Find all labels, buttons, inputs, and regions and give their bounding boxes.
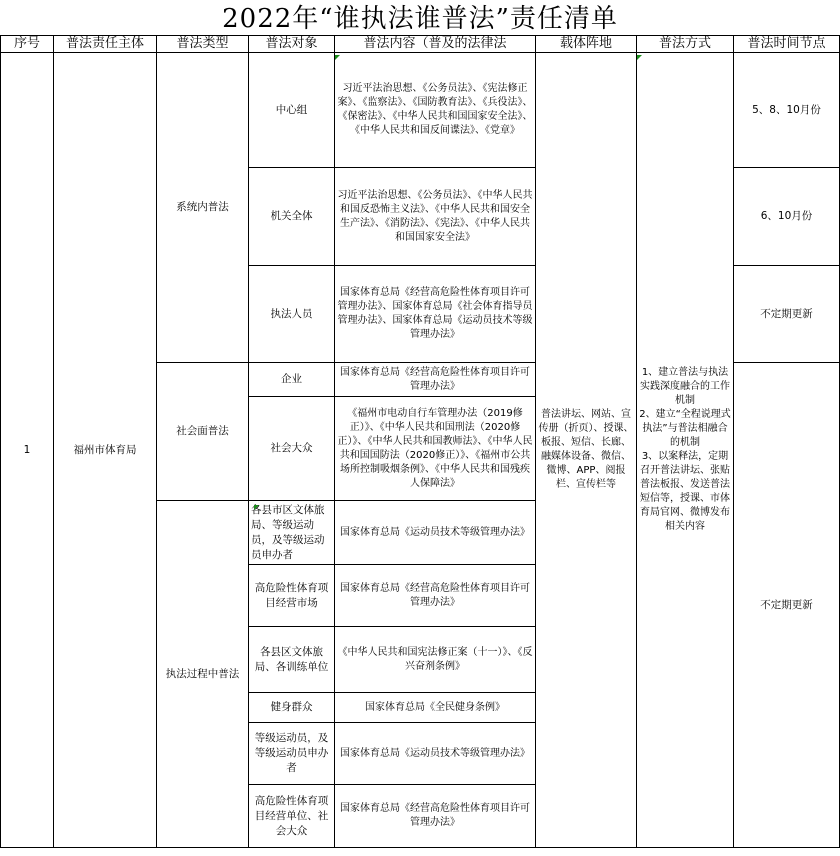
header-cell: 普法时间节点: [734, 36, 840, 53]
content-cell: 国家体育总局《运动员技术等级管理办法》: [335, 501, 536, 565]
content-cell: 国家体育总局《经营高危险性体育项目许可管理办法》: [335, 363, 536, 397]
header-cell: 普法责任主体: [54, 36, 157, 53]
header-cell: 普法对象: [249, 36, 335, 53]
cell-comment-marker: [335, 55, 340, 60]
header-cell: 普法类型: [157, 36, 249, 53]
type-system: 系统内普法: [157, 53, 249, 363]
header-cell: 普法方式: [637, 36, 734, 53]
time-cell: 不定期更新: [734, 266, 840, 363]
target-cell: 企业: [249, 363, 335, 397]
target-cell: 社会大众: [249, 397, 335, 501]
type-process: 执法过程中普法: [157, 501, 249, 848]
content-cell: 习近平法治思想、《公务员法》、《宪法修正案》、《监察法》、《国防教育法》、《兵役法》、《保密法》、《中华人民共和国国家安全法》、《中华人民共和国反间谍法》、《党章》: [335, 53, 536, 168]
header-cell: 载体阵地: [536, 36, 637, 53]
content-cell: 国家体育总局《经营高危险性体育项目许可管理办法》、国家体育总局《社会体育指导员管理办法》、国家体育总局《运动员技术等级管理办法》: [335, 266, 536, 363]
target-cell: 高危险性体育项目经营市场: [249, 565, 335, 627]
responsibility-table: [0, 35, 840, 848]
carrier-cell: 普法讲坛、网站、宣传册（折页）、授课、板报、短信、长廊、融媒体设备、微信、微博、APP、阅报栏、宣传栏等: [536, 53, 637, 848]
row-number: 1: [1, 53, 54, 848]
time-cell: 5、8、10月份: [734, 53, 840, 168]
content-cell: 国家体育总局《经营高危险性体育项目许可管理办法》: [335, 785, 536, 848]
method-cell: 1、建立普法与执法实践深度融合的工作机制 2、建立“全程说理式执法”与普法相融合的机制 3、以案释法，定期召开普法讲坛、张贴普法板报、发送普法短信等，授课、市体育局官网、微博发布相关内容: [637, 53, 734, 848]
target-cell: 中心组: [249, 53, 335, 168]
header-cell: 序号: [1, 36, 54, 53]
target-cell: 高危险性体育项目经营单位、社会大众: [249, 785, 335, 848]
target-cell: 等级运动员，及等级运动员申办者: [249, 723, 335, 785]
content-cell: 国家体育总局《全民健身条例》: [335, 693, 536, 723]
time-cell: 6、10月份: [734, 168, 840, 266]
target-cell: 机关全体: [249, 168, 335, 266]
header-row: [1, 36, 840, 53]
cell-comment-marker: [254, 505, 259, 510]
content-cell: 《中华人民共和国宪法修正案（十一）》、《反兴奋剂条例》: [335, 627, 536, 693]
type-society: 社会面普法: [157, 363, 249, 501]
target-cell: 各县市区文体旅局、等级运动员，及等级运动员申办者: [249, 501, 335, 565]
cell-comment-marker: [637, 55, 642, 60]
time-cell: 不定期更新: [734, 363, 840, 848]
content-cell: 习近平法治思想、《公务员法》、《中华人民共和国反恐怖主义法》、《中华人民共和国安全生产法》、《消防法》、《宪法》、《中华人民共和国国家安全法》: [335, 168, 536, 266]
header-cell: 普法内容（普及的法律法: [335, 36, 536, 53]
target-cell: 各县区文体旅局、各训练单位: [249, 627, 335, 693]
content-cell: 国家体育总局《经营高危险性体育项目许可管理办法》: [335, 565, 536, 627]
target-cell: 健身群众: [249, 693, 335, 723]
table-row: [1, 53, 840, 168]
content-cell: 《福州市电动自行车管理办法（2019修正）》、《中华人民共和国刑法（2020修正）》、《中华人民共和国教师法》、《中华人民共和国国防法（2020修正）》、《福州市公共场所控制吸烟条例》、《中华人民共和国残疾人保障法》: [335, 397, 536, 501]
target-cell: 执法人员: [249, 266, 335, 363]
responsible-subject: 福州市体育局: [54, 53, 157, 848]
content-cell: 国家体育总局《运动员技术等级管理办法》: [335, 723, 536, 785]
page-title: 2022年“谁执法谁普法”责任清单: [222, 4, 618, 34]
